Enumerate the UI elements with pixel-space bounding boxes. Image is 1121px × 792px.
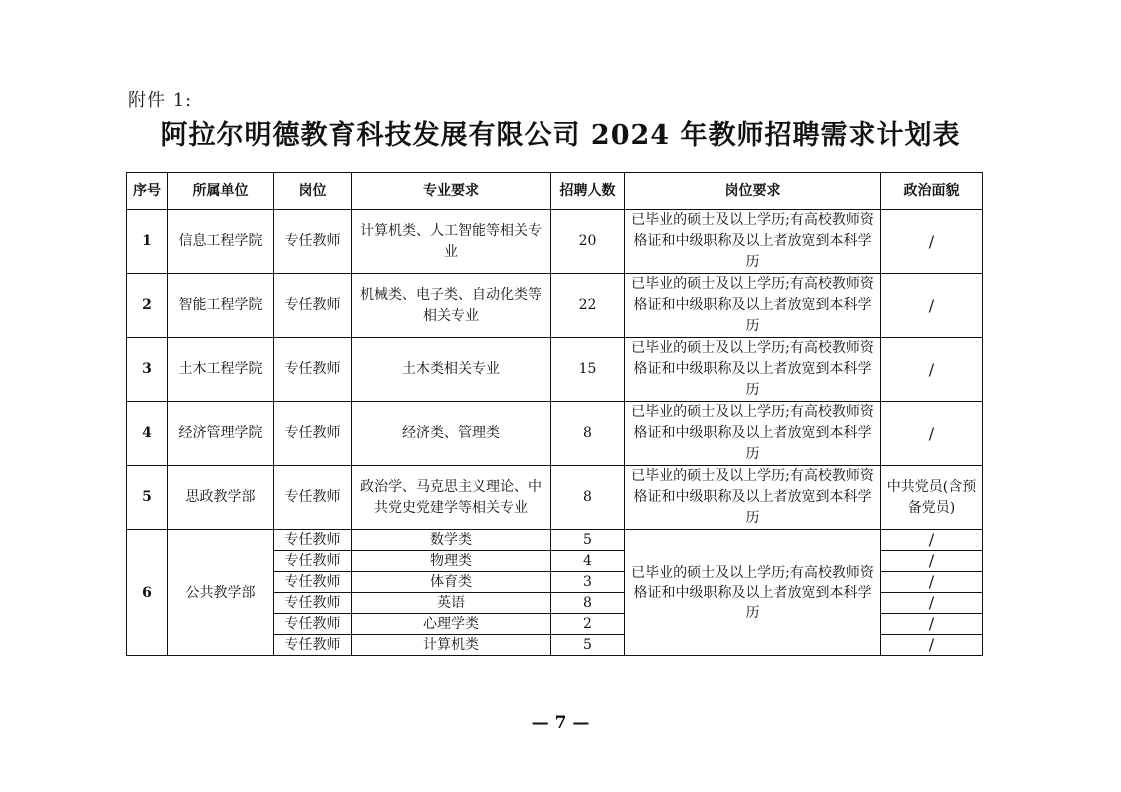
row-count: 20: [551, 210, 625, 274]
subrow-political: /: [881, 551, 983, 572]
header-requirement: 岗位要求: [625, 173, 881, 210]
subrow-political: /: [881, 635, 983, 656]
document-title: 阿拉尔明德教育科技发展有限公司 2024 年教师招聘需求计划表: [160, 120, 961, 151]
row-political: 中共党员(含预备党员): [881, 466, 983, 530]
subrow-major: 体育类: [352, 572, 551, 593]
row-count: 15: [551, 338, 625, 402]
row-requirement: 已毕业的硕士及以上学历;有高校教师资格证和中级职称及以上者放宽到本科学历: [625, 210, 881, 274]
subrow-political: /: [881, 614, 983, 635]
table-row: [127, 338, 983, 402]
row-count: 8: [551, 402, 625, 466]
row-requirement: 已毕业的硕士及以上学历;有高校教师资格证和中级职称及以上者放宽到本科学历: [625, 274, 881, 338]
row-post: 专任教师: [274, 402, 352, 466]
subrow-major: 心理学类: [352, 614, 551, 635]
row-major: 土木类相关专业: [352, 338, 551, 402]
subrow-major: 数学类: [352, 530, 551, 551]
row-seq: 1: [127, 210, 168, 274]
row-political: /: [881, 210, 983, 274]
attachment-label: 附件 1:: [128, 90, 193, 111]
row-unit: 信息工程学院: [168, 210, 274, 274]
table-row: [127, 530, 983, 551]
group-unit: 公共教学部: [168, 530, 274, 656]
header-post: 岗位: [274, 173, 352, 210]
row-major: 计算机类、人工智能等相关专业: [352, 210, 551, 274]
header-count: 招聘人数: [551, 173, 625, 210]
row-seq: 3: [127, 338, 168, 402]
row-major: 经济类、管理类: [352, 402, 551, 466]
row-political: /: [881, 274, 983, 338]
row-political: /: [881, 402, 983, 466]
row-unit: 智能工程学院: [168, 274, 274, 338]
subrow-major: 计算机类: [352, 635, 551, 656]
table-row: [127, 274, 983, 338]
row-seq: 5: [127, 466, 168, 530]
subrow-count: 8: [551, 593, 625, 614]
header-unit: 所属单位: [168, 173, 274, 210]
page-number: — 7 —: [531, 713, 590, 733]
subrow-count: 3: [551, 572, 625, 593]
header-political: 政治面貌: [881, 173, 983, 210]
subrow-post: 专任教师: [274, 530, 352, 551]
row-unit: 土木工程学院: [168, 338, 274, 402]
subrow-count: 4: [551, 551, 625, 572]
subrow-count: 2: [551, 614, 625, 635]
table-row: [127, 210, 983, 274]
group-requirement: 已毕业的硕士及以上学历;有高校教师资格证和中级职称及以上者放宽到本科学历: [625, 530, 881, 656]
row-requirement: 已毕业的硕士及以上学历;有高校教师资格证和中级职称及以上者放宽到本科学历: [625, 338, 881, 402]
row-requirement: 已毕业的硕士及以上学历;有高校教师资格证和中级职称及以上者放宽到本科学历: [625, 402, 881, 466]
subrow-political: /: [881, 572, 983, 593]
row-post: 专任教师: [274, 210, 352, 274]
recruitment-plan-table: [126, 172, 983, 656]
row-count: 22: [551, 274, 625, 338]
table-header-row: [127, 173, 983, 210]
subrow-post: 专任教师: [274, 614, 352, 635]
subrow-political: /: [881, 530, 983, 551]
row-count: 8: [551, 466, 625, 530]
subrow-major: 英语: [352, 593, 551, 614]
row-major: 政治学、马克思主义理论、中共党史党建学等相关专业: [352, 466, 551, 530]
table-row: [127, 466, 983, 530]
row-post: 专任教师: [274, 274, 352, 338]
subrow-political: /: [881, 593, 983, 614]
row-political: /: [881, 338, 983, 402]
header-major: 专业要求: [352, 173, 551, 210]
subrow-major: 物理类: [352, 551, 551, 572]
subrow-post: 专任教师: [274, 551, 352, 572]
row-unit: 经济管理学院: [168, 402, 274, 466]
header-seq: 序号: [127, 173, 168, 210]
row-post: 专任教师: [274, 338, 352, 402]
subrow-post: 专任教师: [274, 593, 352, 614]
row-post: 专任教师: [274, 466, 352, 530]
subrow-post: 专任教师: [274, 572, 352, 593]
subrow-count: 5: [551, 530, 625, 551]
table-row: [127, 402, 983, 466]
row-seq: 4: [127, 402, 168, 466]
row-seq: 2: [127, 274, 168, 338]
group-seq: 6: [127, 530, 168, 656]
subrow-post: 专任教师: [274, 635, 352, 656]
row-requirement: 已毕业的硕士及以上学历;有高校教师资格证和中级职称及以上者放宽到本科学历: [625, 466, 881, 530]
subrow-count: 5: [551, 635, 625, 656]
row-major: 机械类、电子类、自动化类等相关专业: [352, 274, 551, 338]
row-unit: 思政教学部: [168, 466, 274, 530]
